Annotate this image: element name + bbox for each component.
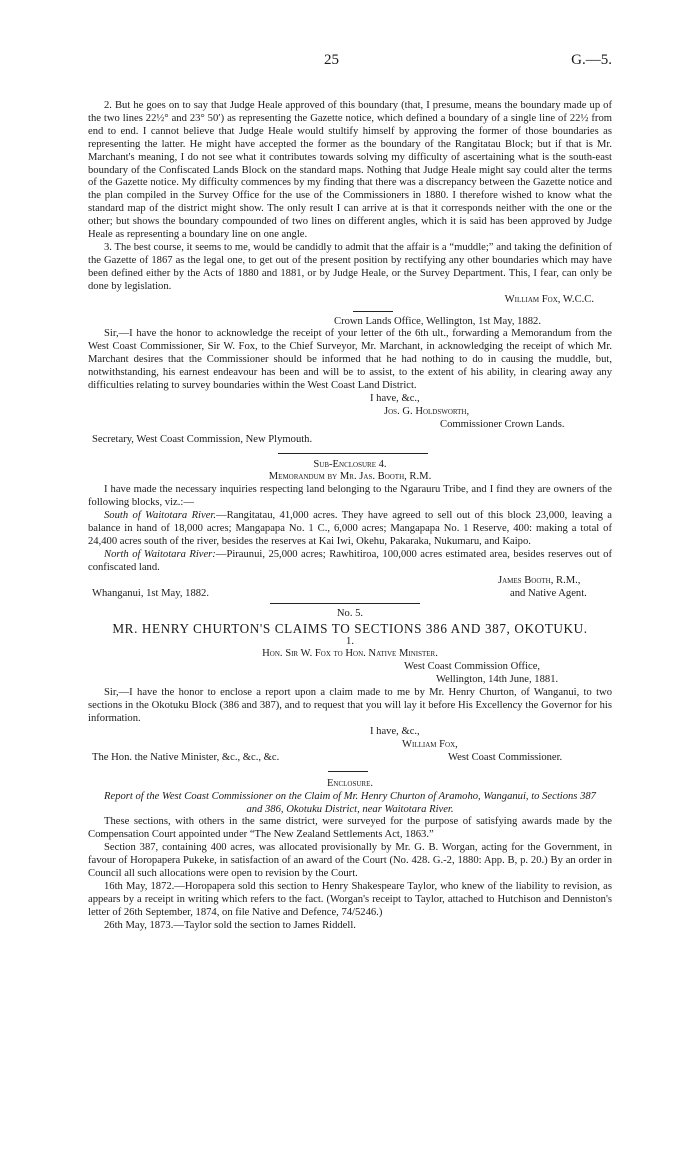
report-paragraph-2: Section 387, containing 400 acres, was allocated provisionally by Mr. G. B. Worgan, acting for the Government, in favour of Horopapera Pukeke, in satisfaction of an award of the Court (No. 428. G.-2, 1880: App. B, p. 20.) By an order in Council all such allocations were open to revision by the Court. — [88, 842, 612, 880]
memo-title: Memorandum by Mr. Jas. Booth, R.M. — [268, 471, 432, 483]
memo-signer: James Booth, R.M., — [498, 574, 581, 586]
divider — [353, 311, 393, 312]
south-label: South of Waitotara River. — [104, 510, 216, 522]
no5-from-to: Hon. Sir W. Fox to Hon. Native Minister. — [262, 648, 438, 660]
no5-addressee: The Hon. the Native Minister, &c., &c., &c. — [92, 751, 280, 763]
memo-south — [88, 510, 612, 549]
no5-sub-number: 1. — [346, 635, 354, 647]
divider — [328, 771, 368, 772]
report-title: Report of the West Coast Commissioner on the Claim of Mr. Henry Churton of Aramoho, Wanganui, to Sections 387 and 386, Okotuku District, near Waitotara River. — [104, 790, 596, 815]
no5-body: Sir,—I have the honor to enclose a report upon a claim made to me by Mr. Henry Churton, of Wanganui, to two sections in the Okotuku Block (386 and 387), and to request that you will lay it before His Excellency the Governor for his information. — [88, 687, 612, 724]
paragraph-2: 2. But he goes on to say that Judge Heale approved of this boundary (that, I presume, means the boundary made up of the two lines 22½° and 23° 50′) as representing the Gazette notice, which defined a boundary of a single line of 22½ from end to end. I cannot believe that Judge Heale would stultify himself by approving the former of those boundaries as representing the latter. He might have accepted the former as the boundary of the Rangitatau Block; but if that is Mr. Marchant's meaning, I do not see what it contributes towards solving my difficulty of ascertaining what is the south-east boundary of the Confiscated Lands Block on the standard maps. Nothing that Judge Heale might say could alter the terms of the Gazette notice. My difficulty commences by my finding that there was a discrepancy between the Gazette notice and the plan compiled in the Survey Office for the use of the Commissioners in 1880. I therefore wished to know what the standard map of the district might show. The only result I can arrive at is that it corresponds neither with the one or the other; but shows the boundary compounded of two lines on different angles, which it is said has been approved by Judge Heale as representing a boundary line on one angle. — [88, 100, 612, 241]
no5-closing: I have, &c., — [370, 725, 420, 737]
report-paragraph-3: 16th May, 1872.—Horopapera sold this section to Henry Shakespeare Taylor, who knew of the liability to revision, as appears by a receipt in writing which refers to the fact. (Worgan's receipt to Taylor, attached to Hutchison and Denniston's letter of 26th September, 1874, on file Native and Defence, 74/5246.) — [88, 880, 612, 918]
no5-signer: William Fox, — [402, 738, 458, 750]
divider — [270, 603, 420, 604]
report-paragraph-4: 26th May, 1873.—Taylor sold the section to James Riddell. — [104, 919, 356, 931]
no5-title: MR. HENRY CHURTON'S CLAIMS TO SECTIONS 386 AND 387, OKOTUKU. — [112, 620, 588, 636]
no5-number: No. 5. — [336, 607, 364, 619]
report-paragraph-1: These sections, with others in the same district, were surveyed for the purpose of satisfying awards made by the Compensation Court appointed under “The New Zealand Settlements Act, 1863.” — [88, 816, 612, 841]
document-reference: G.—5. — [571, 52, 612, 68]
document-body — [88, 100, 612, 933]
sub-enclosure-heading: Sub-Enclosure 4. — [313, 458, 387, 470]
memo-signoff-line — [88, 588, 612, 601]
south-text: —Rangitatau, 41,000 acres. They have agreed to sell out of this block 23,000, leaving a balance in hand of 18,000 acres; Mangapapa No. 1 C., 6,000 acres; Mangapapa No. 1 Reserve, 400: making a total of 24,400 acres south of the river, besides the reserves at Kai Iwi, Okehu, Pakaraka, Nukumaru, and Kaipo. — [88, 510, 612, 547]
no5-office: West Coast Commission Office, — [404, 661, 541, 673]
letter2-address: Crown Lands Office, Wellington, 1st May, 1882. — [334, 315, 541, 327]
no5-signer-title: West Coast Commissioner. — [448, 751, 563, 763]
page-header — [88, 52, 612, 68]
north-label: North of Waitotara River: — [104, 548, 216, 560]
no5-signoff-line — [88, 752, 612, 765]
memo-place-date: Whanganui, 1st May, 1882. — [92, 587, 210, 599]
memo-north — [88, 549, 612, 575]
letter2-closing: I have, &c., — [370, 392, 420, 404]
letter2-addressee: Secretary, West Coast Commission, New Plymouth. — [92, 433, 313, 445]
divider — [278, 453, 428, 454]
page-number: 25 — [324, 52, 339, 68]
letter2-signer: Jos. G. Holdsworth, — [384, 405, 470, 417]
no5-date: Wellington, 14th June, 1881. — [436, 674, 559, 686]
memo-intro: I have made the necessary inquiries respecting land belonging to the Ngarauru Tribe, and I find they are owners of the following blocks, viz.:— — [88, 484, 612, 509]
paragraph-3: 3. The best course, it seems to me, would be candidly to admit that the affair is a “muddle;” and taking the definition of the Gazette of 1867 as the legal one, to get out of the present position by rectifying any other boundaries which may have been defined either by the Acts of 1880 and 1881, or by Judge Heale, or the Survey Department. This, I fear, can only be done by legislation. — [88, 241, 612, 292]
north-text: —Piraunui, 25,000 acres; Rawhitiroa, 100,000 acres estimated area, besides reserves out of confiscated land. — [88, 548, 612, 573]
enclosure-heading: Enclosure. — [326, 777, 374, 789]
memo-signer-title: and Native Agent. — [510, 587, 587, 599]
letter2-signer-title: Commissioner Crown Lands. — [440, 418, 565, 430]
signature-fox: William Fox, W.C.C. — [504, 293, 594, 305]
letter2-body: Sir,—I have the honor to acknowledge the receipt of your letter of the 6th ult., forwarding a Memorandum from the West Coast Commissioner, Sir W. Fox, to the Chief Surveyor, Mr. Marchant, in acknowledging the receipt of which Mr. Marchant desires that the Commissioner should be informed that he had nothing to do in causing the muddle, but, notwithstanding, his earnest endeavour has been and will be to assist, to the extent of his ability, in clearing away any difficulties relating to survey boundaries within the West Coast Land District. — [88, 328, 612, 392]
